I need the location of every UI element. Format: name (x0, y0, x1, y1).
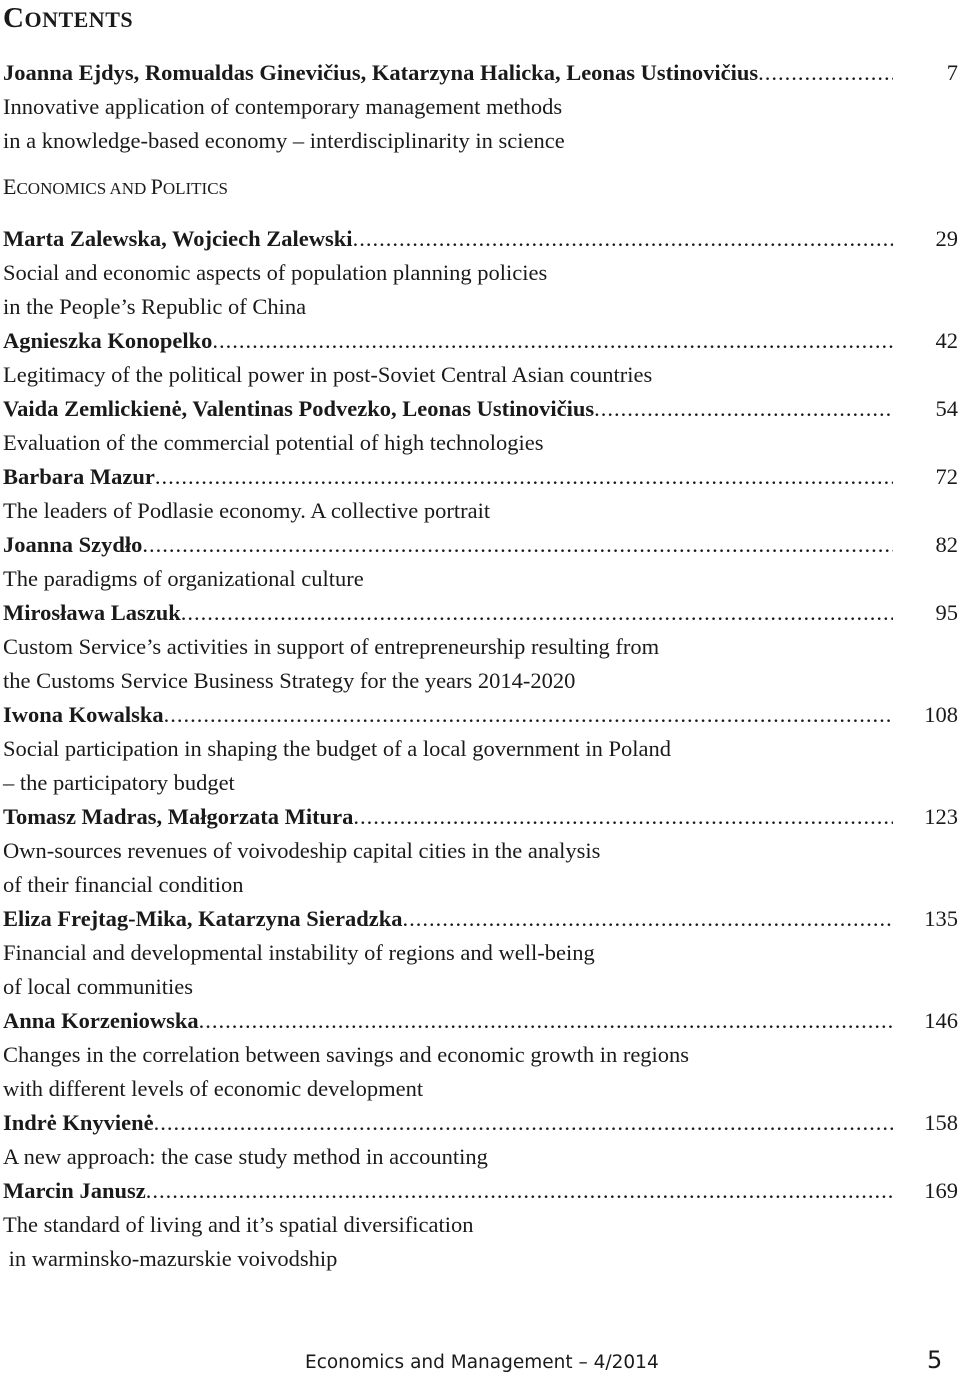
toc-entry-title: The standard of living and it’s spatial diversification (3, 1212, 474, 1237)
toc-entry-title: The leaders of Podlasie economy. A collective portrait (3, 498, 491, 523)
leader-dots (212, 324, 893, 358)
toc-entry-author[interactable]: Marcin Janusz ..... (3, 1174, 893, 1208)
toc-entry-page: 29 (935, 226, 958, 251)
toc-entry-page: 146 (924, 1008, 958, 1033)
footer-journal: Economics and Management – 4/2014 (305, 1352, 659, 1373)
leader-dots (154, 1106, 893, 1140)
toc-entry-author[interactable]: Indrė Knyvienė ..... (3, 1106, 893, 1140)
toc-entry-title: A new approach: the case study method in accounting (3, 1144, 488, 1169)
toc-entry-author[interactable]: Agnieszka Konopelko ..... (3, 324, 893, 358)
toc-entry-title: Custom Service’s activities in support of entrepreneurship resulting from (3, 634, 660, 659)
section-heading: ECONOMICS AND POLITICS (3, 174, 229, 199)
toc-entry-title: Legitimacy of the political power in post-Soviet Central Asian countries (3, 362, 653, 387)
toc-entry-page: 158 (924, 1110, 958, 1135)
toc-entry-page: 169 (924, 1178, 958, 1203)
leader-dots (758, 56, 893, 90)
toc-entry-title: of their financial condition (3, 872, 244, 897)
toc-entry-author[interactable]: Eliza Frejtag-Mika, Katarzyna Sieradzka ..... (3, 902, 893, 936)
toc-entry-title: with different levels of economic development (3, 1076, 424, 1101)
leader-dots (181, 596, 893, 630)
toc-entry-page: 95 (935, 600, 958, 625)
toc-entry-title: in warminsko-mazurskie voivodship (3, 1246, 338, 1271)
toc-entry-title: the Customs Service Business Strategy for the years 2014-2020 (3, 668, 576, 693)
toc-entry-title: Evaluation of the commercial potential of high technologies (3, 430, 544, 455)
toc-entry-author[interactable]: Joanna Szydło ..... (3, 528, 893, 562)
toc-entry-author[interactable]: Barbara Mazur ..... (3, 460, 893, 494)
leader-dots (594, 392, 893, 426)
toc-entry-title: Social and economic aspects of population planning policies (3, 260, 548, 285)
toc-entry-title: Innovative application of contemporary management methods (3, 94, 563, 119)
toc-entry-title: in a knowledge-based economy – interdisciplinarity in science (3, 128, 565, 153)
leader-dots (199, 1004, 893, 1038)
toc-entry-page: 108 (924, 702, 958, 727)
leader-dots (146, 1174, 893, 1208)
toc-entry-title: Own-sources revenues of voivodeship capital cities in the analysis (3, 838, 601, 863)
toc-entry-title: The paradigms of organizational culture (3, 566, 364, 591)
toc-entry-title: – the participatory budget (3, 770, 235, 795)
toc-entry-author[interactable]: Marta Zalewska, Wojciech Zalewski ..... (3, 222, 893, 256)
toc-entry-page: 7 (946, 60, 958, 85)
toc-entry-title: Social participation in shaping the budget of a local government in Poland (3, 736, 671, 761)
toc-entry-title: in the People’s Republic of China (3, 294, 307, 319)
toc-entry-author[interactable]: Joanna Ejdys, Romualdas Ginevičius, Katarzyna Halicka, Leonas Ustinovičius ..... (3, 56, 893, 90)
toc-entry-author[interactable]: Mirosława Laszuk ..... (3, 596, 893, 630)
toc-entry-page: 82 (935, 532, 958, 557)
toc-entry-title: Financial and developmental instability of regions and well-being (3, 940, 595, 965)
toc-entry-author[interactable]: Vaida Zemlickienė, Valentinas Podvezko, Leonas Ustinovičius ..... (3, 392, 893, 426)
leader-dots (142, 528, 893, 562)
leader-dots (353, 800, 893, 834)
toc-entry-author[interactable]: Tomasz Madras, Małgorzata Mitura ..... (3, 800, 893, 834)
toc-entry-author[interactable]: Iwona Kowalska ..... (3, 698, 893, 732)
toc-entry-author[interactable]: Anna Korzeniowska ..... (3, 1004, 893, 1038)
toc-entry-page: 72 (935, 464, 958, 489)
toc-entry-page: 123 (924, 804, 958, 829)
leader-dots (164, 698, 893, 732)
leader-dots (155, 460, 893, 494)
leader-dots (403, 902, 893, 936)
toc-entry-title: of local communities (3, 974, 193, 999)
toc-entry-title: Changes in the correlation between savings and economic growth in regions (3, 1042, 690, 1067)
toc-entry-page: 135 (924, 906, 958, 931)
toc-entry-page: 54 (935, 396, 958, 421)
leader-dots (353, 222, 893, 256)
page-title: CONTENTS (3, 2, 134, 34)
footer-page-number: 5 (927, 1346, 943, 1374)
toc-entry-page: 42 (935, 328, 958, 353)
